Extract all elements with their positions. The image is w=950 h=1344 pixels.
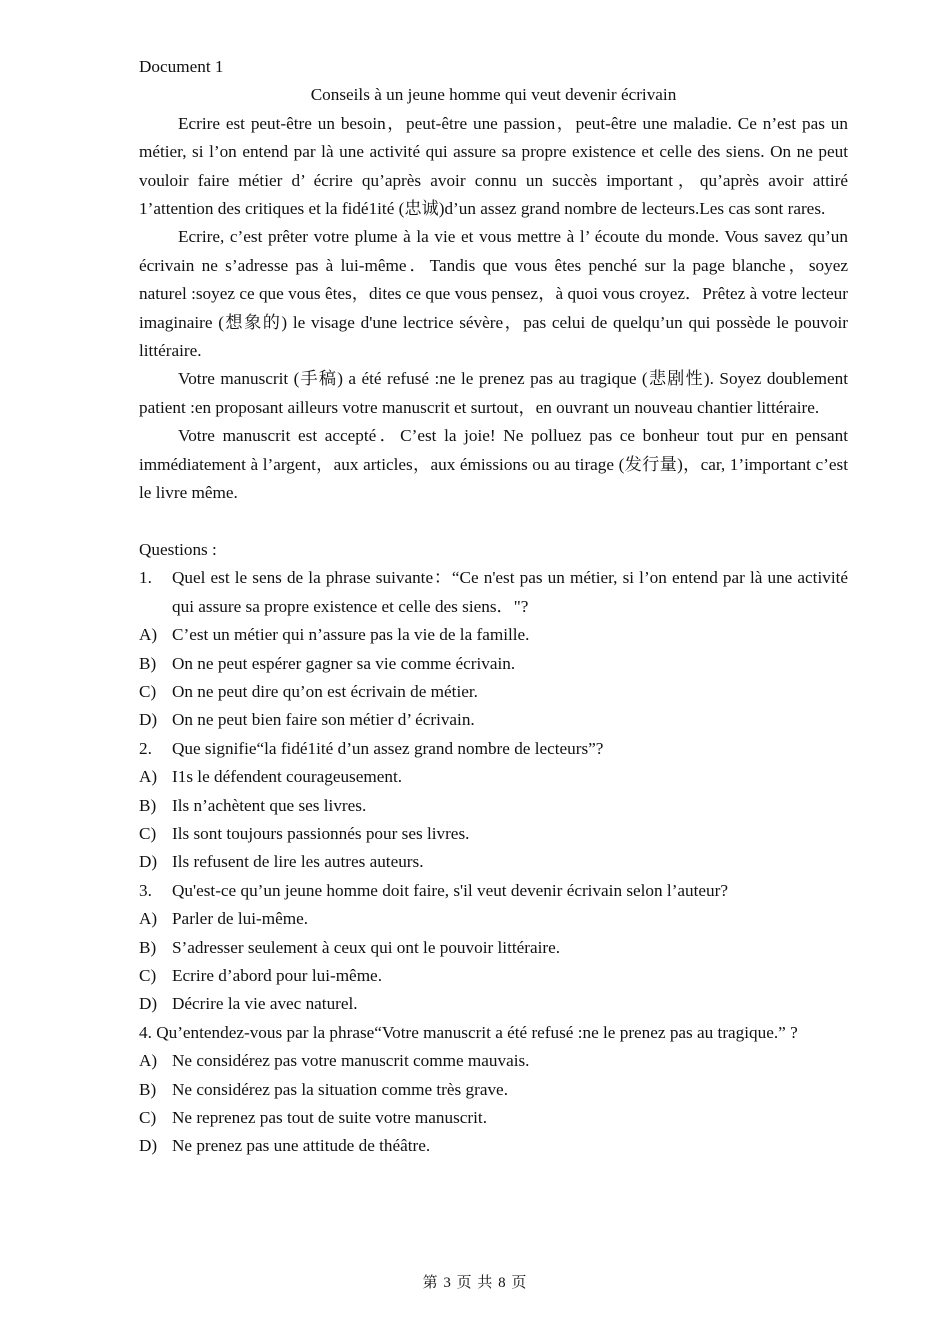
option-label: B) — [139, 653, 157, 673]
option-label: A) — [139, 1051, 158, 1071]
option-text: Ne considérez pas la situation comme très grave. — [172, 1079, 508, 1099]
option-label: B) — [139, 1079, 157, 1099]
option-text: On ne peut dire qu’on est écrivain de métier. — [172, 681, 478, 701]
paragraph-3: Votre manuscrit (手稿) a été refusé :ne le prenez pas au tragique (悲剧性). Soyez doublement patient :en proposant ailleurs votre manuscrit et surtout，en ouvrant un nouveau chantier littéraire. — [139, 369, 848, 417]
option — [139, 1076, 848, 1104]
option-label: A) — [139, 767, 158, 787]
option — [139, 962, 848, 990]
option-label: C) — [139, 965, 157, 985]
option-label: D) — [139, 710, 158, 730]
document-title: Conseils à un jeune homme qui veut devenir écrivain — [310, 85, 677, 105]
paragraph-1: Ecrire est peut-être un besoin，peut-être une passion，peut-être une maladie. Ce n’est pas un métier, si l’on entend par là une activité qui assure sa propre existence et celle des siens. On ne peut vouloir faire métier d’ écrire qu’après avoir connu un succès important，qu’après avoir attiré 1’attention des critiques et la fidé1ité (忠诚)d’un assez grand nombre de lecteurs.Les cas sont rares. — [139, 113, 848, 219]
question-text: Qu'est-ce qu’un jeune homme doit faire, s'il veut devenir écrivain selon l’auteur? — [172, 880, 728, 900]
option — [139, 990, 848, 1018]
document-label: Document 1 — [139, 57, 224, 76]
question-number: 3. — [139, 880, 152, 900]
question-number: 2. — [139, 738, 152, 758]
question-number: 1. — [139, 568, 152, 588]
option-label: A) — [139, 625, 158, 645]
option — [139, 678, 848, 706]
question-4-text: 4. Qu’entendez-vous par la phrase“Votre manuscrit a été refusé :ne le prenez pas au tragique.” ? — [139, 1022, 798, 1042]
option-text: C’est un métier qui n’assure pas la vie de la famille. — [172, 625, 530, 645]
option-text: Ils sont toujours passionnés pour ses livres. — [172, 823, 470, 843]
option-text: Ne reprenez pas tout de suite votre manuscrit. — [172, 1108, 487, 1128]
option-text: Parler de lui-même. — [172, 909, 309, 929]
option-text: On ne peut espérer gagner sa vie comme écrivain. — [172, 653, 516, 673]
option — [139, 934, 848, 962]
page-footer — [0, 1271, 950, 1292]
option-text: Ils n’achètent que ses livres. — [172, 795, 367, 815]
option — [139, 848, 848, 876]
question-1 — [139, 564, 866, 621]
question-text: Quel est le sens de la phrase suivante：“Ce n'est pas un métier, si l’on entend par là une activité qui assure sa propre existence et celle des siens．"? — [172, 568, 866, 616]
footer-total-pages: 8 — [498, 1275, 507, 1291]
paragraph-4: Votre manuscrit est accepté．C’est la joie! Ne polluez pas ce bonheur tout pur en pensant immédiatement à l’argent，aux articles，aux émissions ou au tirage (发行量)，car, 1’important c’est le livre même. — [139, 426, 848, 503]
option-text: I1s le défendent courageusement. — [172, 767, 403, 787]
option-label: C) — [139, 823, 157, 843]
option-label: D) — [139, 1136, 158, 1156]
spacer — [139, 508, 848, 536]
option-text: Ils refusent de lire les autres auteurs. — [172, 852, 424, 872]
option-label: D) — [139, 852, 158, 872]
question-text: Que signifie“la fidé1ité d’un assez grand nombre de lecteurs”? — [172, 738, 604, 758]
option-text: S’adresser seulement à ceux qui ont le pouvoir littéraire. — [172, 937, 561, 957]
option-label: C) — [139, 1108, 157, 1128]
questions-heading: Questions : — [139, 539, 217, 559]
paragraph-2: Ecrire, c’est prêter votre plume à la vie et vous mettre à l’ écoute du monde. Vous savez qu’un écrivain ne s’adresse pas à lui-même．Tandis que vous êtes penché sur la page blanche，soyez naturel :soyez ce que vous êtes，dites ce que vous pensez，à quoi vous croyez．Prêtez à votre lecteur imaginaire (想象的) le visage d'une lectrice sévère，pas celui de quelqu’un qui possède le pouvoir littéraire. — [139, 227, 848, 361]
option — [139, 1104, 848, 1132]
option — [139, 792, 848, 820]
option — [139, 763, 848, 791]
option-label: B) — [139, 937, 157, 957]
option-label: A) — [139, 909, 158, 929]
option-text: On ne peut bien faire son métier d’ écrivain. — [172, 710, 475, 730]
footer-mid: 页 共 — [456, 1275, 494, 1291]
question-2 — [139, 735, 848, 763]
option — [139, 1047, 848, 1075]
option — [139, 650, 848, 678]
option-label: B) — [139, 795, 157, 815]
option — [139, 820, 848, 848]
option — [139, 905, 848, 933]
option-text: Ne considérez pas votre manuscrit comme mauvais. — [172, 1051, 530, 1071]
option-text: Décrire la vie avec naturel. — [172, 994, 358, 1014]
option-text: Ecrire d’abord pour lui-même. — [172, 965, 382, 985]
footer-prefix: 第 — [422, 1275, 439, 1291]
footer-suffix: 页 — [511, 1275, 528, 1291]
document-page — [139, 53, 866, 1161]
option — [139, 621, 848, 649]
option-label: C) — [139, 681, 157, 701]
footer-page-number: 3 — [443, 1275, 452, 1291]
question-3 — [139, 877, 848, 905]
option — [139, 1132, 848, 1160]
option — [139, 706, 848, 734]
option-text: Ne prenez pas une attitude de théâtre. — [172, 1136, 431, 1156]
option-label: D) — [139, 994, 158, 1014]
